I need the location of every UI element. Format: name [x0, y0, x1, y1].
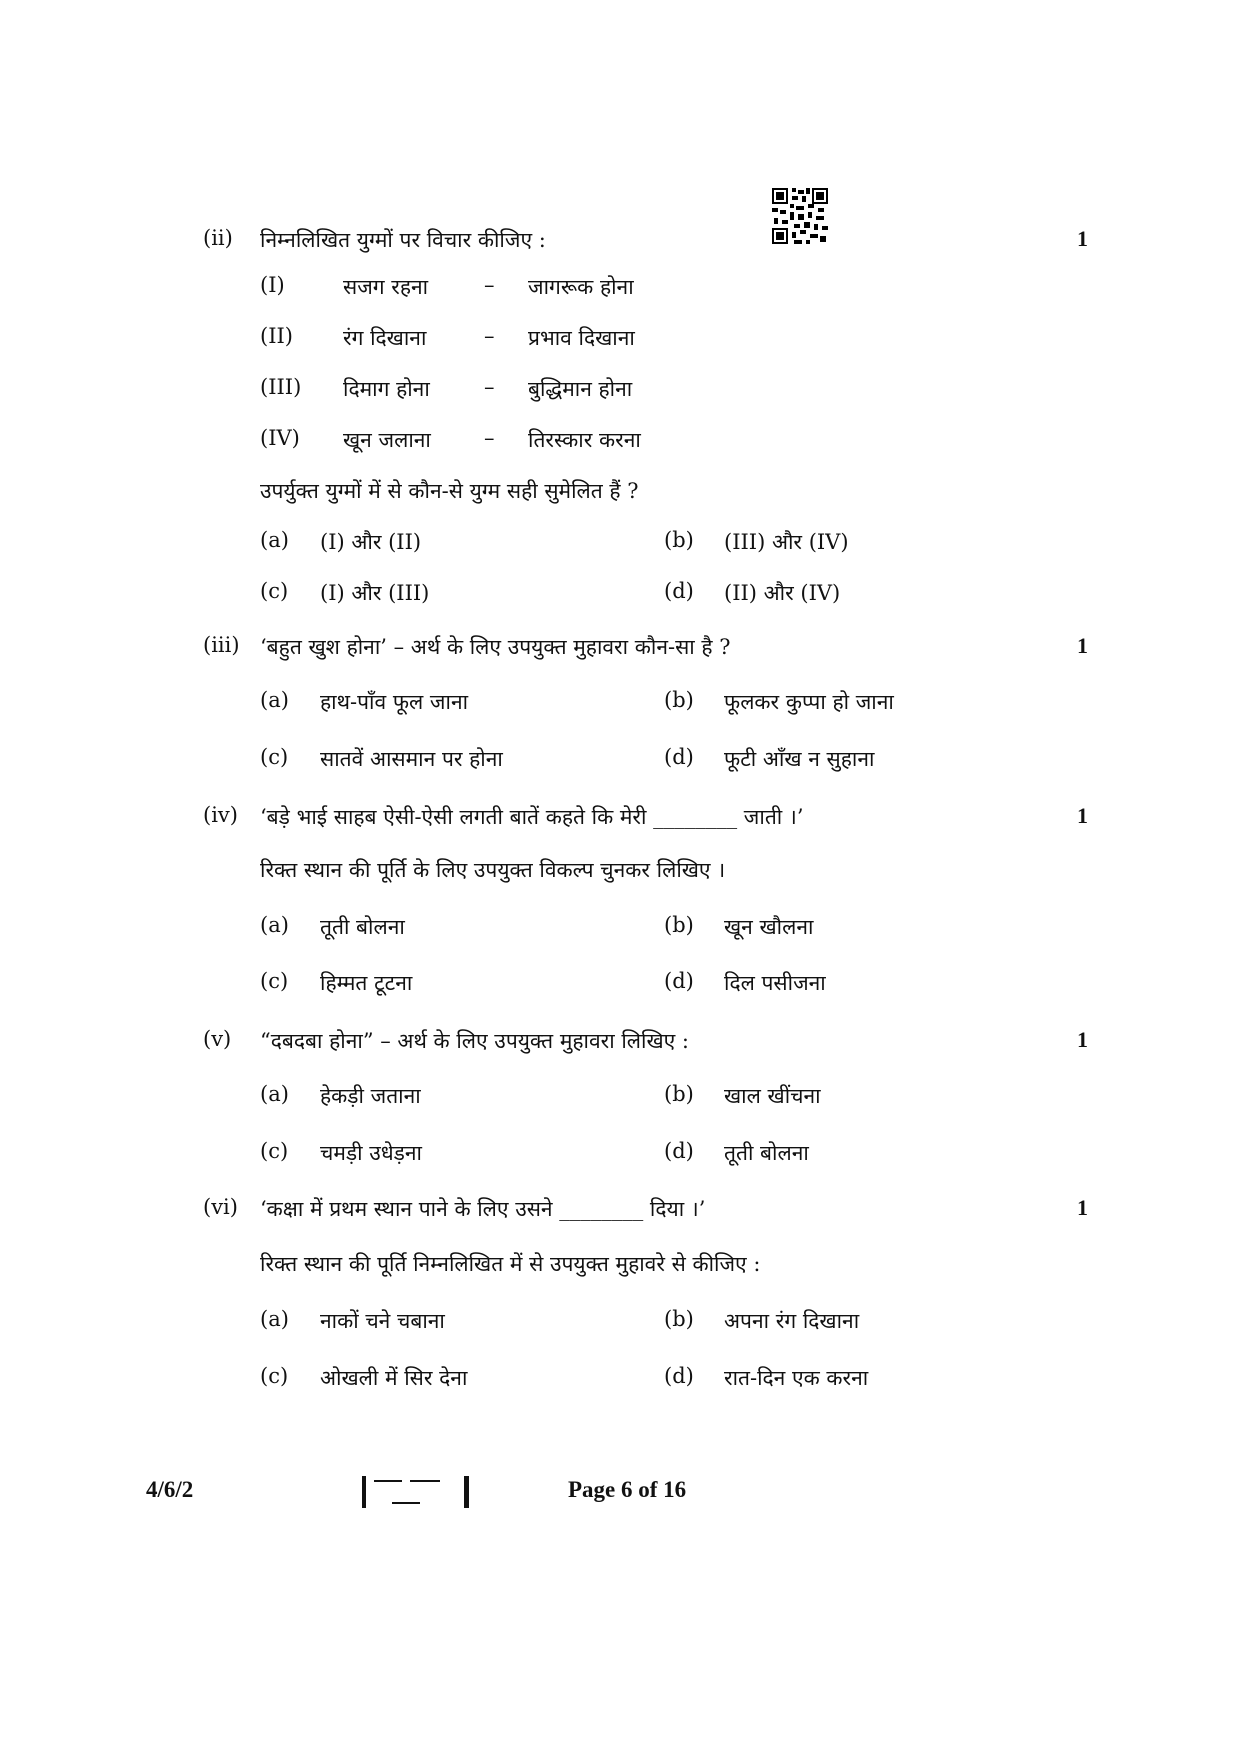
- option-text: (I) और (III): [320, 581, 430, 605]
- pair-label: (I): [260, 273, 285, 297]
- option-text: खाल खींचना: [724, 1084, 821, 1108]
- pair-phrase: सजग रहना: [343, 275, 429, 299]
- pair-meaning: जागरूक होना: [528, 275, 634, 299]
- qr-code-icon: [772, 188, 828, 244]
- option-text: फूलकर कुप्पा हो जाना: [724, 690, 894, 714]
- option-label: (a): [260, 1082, 289, 1106]
- option-text: (II) और (IV): [724, 581, 841, 605]
- option-label: (d): [664, 1139, 694, 1163]
- pair-label: (II): [260, 324, 293, 348]
- question-number: (iii): [203, 633, 240, 657]
- option-text: रात-दिन एक करना: [724, 1366, 869, 1390]
- option-text: नाकों चने चबाना: [320, 1309, 445, 1333]
- option-label: (a): [260, 913, 289, 937]
- paper-code: 4/6/2: [146, 1477, 194, 1502]
- pair-dash: –: [484, 273, 495, 297]
- question-stem: ‘बड़े भाई साहब ऐसी-ऐसी लगती बातें कहते कि मेरी ________ जाती ।’: [260, 805, 804, 829]
- question-stem: ‘कक्षा में प्रथम स्थान पाने के लिए उसने ________ दिया ।’: [260, 1197, 706, 1221]
- option-label: (c): [260, 1139, 289, 1163]
- barcode-icon: [362, 1476, 470, 1508]
- pair-meaning: प्रभाव दिखाना: [528, 326, 635, 350]
- sub-question: रिक्त स्थान की पूर्ति निम्नलिखित में से उपयुक्त मुहावरे से कीजिए :: [260, 1252, 761, 1276]
- option-text: अपना रंग दिखाना: [724, 1309, 860, 1333]
- option-label: (d): [664, 745, 694, 769]
- option-text: (III) और (IV): [724, 530, 849, 554]
- option-text: सातवें आसमान पर होना: [320, 747, 503, 771]
- pair-meaning: तिरस्कार करना: [528, 428, 641, 452]
- question-marks: 1: [1077, 226, 1088, 251]
- option-text: दिल पसीजना: [724, 971, 826, 995]
- option-label: (d): [664, 1364, 694, 1388]
- pair-dash: –: [484, 375, 495, 399]
- question-marks: 1: [1077, 633, 1088, 658]
- option-label: (d): [664, 579, 694, 603]
- pair-label: (IV): [260, 426, 300, 450]
- option-text: हेकड़ी जताना: [320, 1084, 421, 1108]
- question-number: (ii): [203, 226, 233, 250]
- option-label: (a): [260, 1307, 289, 1331]
- option-label: (b): [664, 913, 694, 937]
- option-text: हिम्मत टूटना: [320, 971, 413, 995]
- option-label: (c): [260, 579, 289, 603]
- option-label: (b): [664, 528, 694, 552]
- pair-dash: –: [484, 324, 495, 348]
- pair-phrase: रंग दिखाना: [343, 326, 427, 350]
- question-marks: 1: [1077, 803, 1088, 828]
- sub-question: उपर्युक्त युग्मों में से कौन-से युग्म सही सुमेलित हैं ?: [260, 479, 639, 503]
- option-label: (b): [664, 1307, 694, 1331]
- option-label: (a): [260, 688, 289, 712]
- question-stem: ‘बहुत खुश होना’ – अर्थ के लिए उपयुक्त मुहावरा कौन-सा है ?: [260, 635, 731, 659]
- option-text: (I) और (II): [320, 530, 422, 554]
- option-label: (c): [260, 745, 289, 769]
- pair-phrase: दिमाग होना: [343, 377, 430, 401]
- question-stem: “दबदबा होना” – अर्थ के लिए उपयुक्त मुहावरा लिखिए :: [260, 1029, 690, 1053]
- option-text: खून खौलना: [724, 915, 814, 939]
- option-text: फूटी आँख न सुहाना: [724, 747, 875, 771]
- question-number: (vi): [203, 1195, 238, 1219]
- question-marks: 1: [1077, 1195, 1088, 1220]
- question-stem: निम्नलिखित युग्मों पर विचार कीजिए :: [260, 228, 546, 252]
- option-text: हाथ-पाँव फूल जाना: [320, 690, 469, 714]
- option-text: तूती बोलना: [320, 915, 405, 939]
- question-number: (iv): [203, 803, 238, 827]
- option-text: तूती बोलना: [724, 1141, 809, 1165]
- pair-dash: –: [484, 426, 495, 450]
- option-label: (c): [260, 969, 289, 993]
- sub-question: रिक्त स्थान की पूर्ति के लिए उपयुक्त विकल्प चुनकर लिखिए ।: [260, 858, 726, 882]
- option-label: (b): [664, 688, 694, 712]
- option-label: (d): [664, 969, 694, 993]
- pair-phrase: खून जलाना: [343, 428, 431, 452]
- pair-meaning: बुद्धिमान होना: [528, 377, 633, 401]
- question-marks: 1: [1077, 1027, 1088, 1052]
- option-text: चमड़ी उधेड़ना: [320, 1141, 422, 1165]
- pair-label: (III): [260, 375, 302, 399]
- page-number: Page 6 of 16: [568, 1477, 687, 1502]
- option-text: ओखली में सिर देना: [320, 1366, 468, 1390]
- option-label: (c): [260, 1364, 289, 1388]
- option-label: (b): [664, 1082, 694, 1106]
- question-number: (v): [203, 1027, 232, 1051]
- option-label: (a): [260, 528, 289, 552]
